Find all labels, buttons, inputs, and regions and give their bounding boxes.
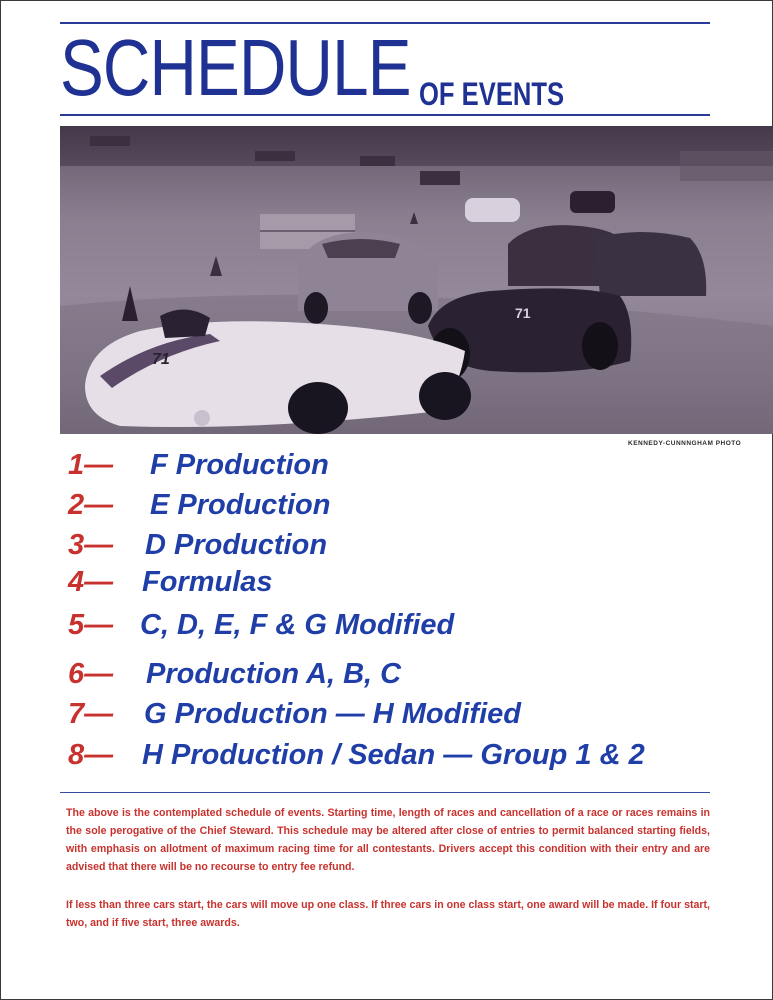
svg-text:71: 71 (152, 351, 170, 368)
event-name: H Production / Sedan — Group 1 & 2 (142, 739, 645, 771)
event-number: 4— (68, 566, 114, 598)
event-number: 8— (68, 739, 114, 771)
event-name: Production A, B, C (146, 658, 402, 690)
race-photo-illustration (60, 126, 773, 434)
event-number: 2— (68, 489, 114, 521)
title-underline-rule (60, 114, 710, 116)
event-number: 3— (68, 529, 114, 561)
event-number: 1— (68, 449, 114, 481)
event-name: F Production (150, 449, 329, 481)
event-name: C, D, E, F & G Modified (140, 609, 455, 641)
race-photo (60, 126, 773, 434)
event-number: 5— (68, 609, 114, 641)
event-name: G Production — H Modified (144, 698, 521, 730)
event-name: Formulas (142, 566, 273, 598)
notice-rule (60, 792, 710, 793)
event-name: E Production (150, 489, 331, 521)
svg-text:71: 71 (515, 305, 531, 321)
event-number: 7— (68, 698, 114, 730)
photo-credit: KENNEDY-CUNNNGHAM PHOTO (628, 440, 742, 447)
page-subtitle: OF EVENTS (419, 76, 565, 112)
notice-paragraph-awards: If less than three cars start, the cars will move up one class. If three cars in one class start, one award will be made. If four start, two, and if five start, three awards. (66, 899, 710, 929)
event-number: 6— (68, 658, 114, 690)
event-name: D Production (145, 529, 328, 561)
notice-paragraph-schedule: The above is the contemplated schedule of events. Starting time, length of races and cancellation of a race or races remains in the sole perogative of the Chief Steward. This schedule may be altered after close of entries to permit balanced starting fields, with emphasis on allotment of maximum racing time for all contestants. Drivers accept this condition with their entry and are advised that there will be no recourse to entry fee refund. (66, 807, 710, 873)
page-title: SCHEDULE (60, 23, 411, 112)
